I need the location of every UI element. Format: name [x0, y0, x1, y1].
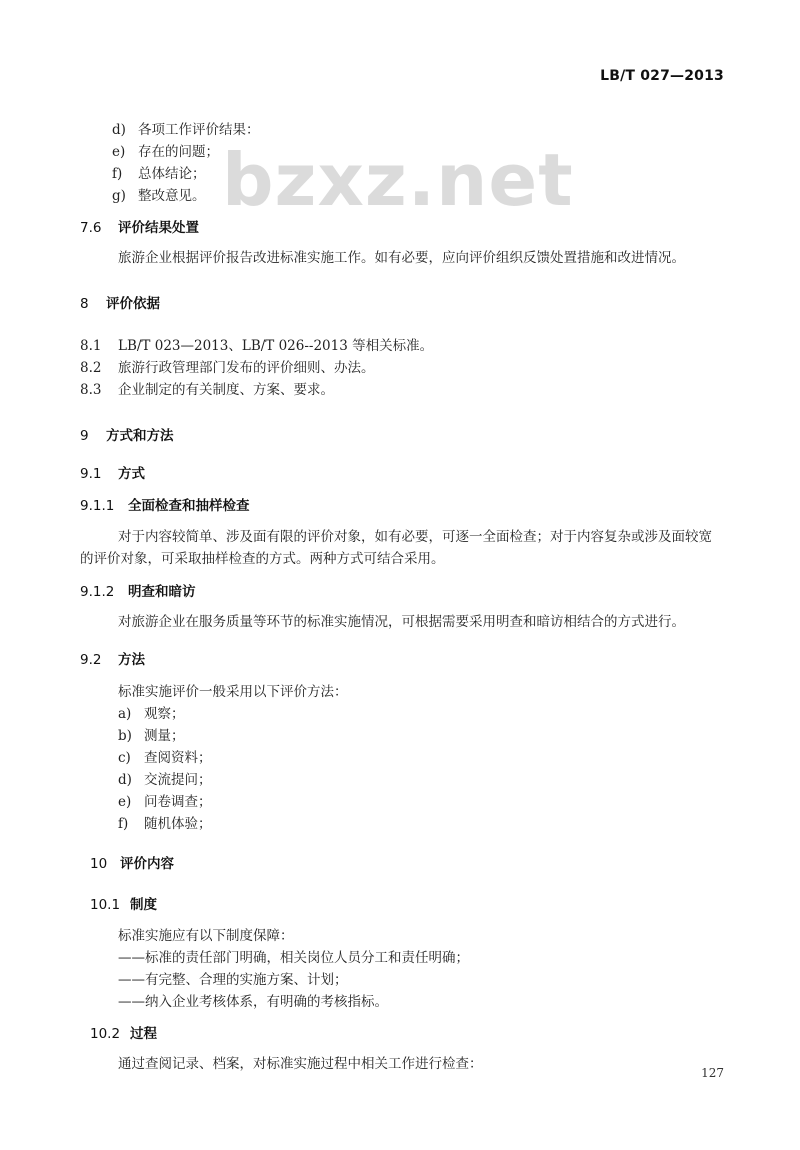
list-item — [112, 184, 206, 204]
paragraph: 通过查阅记录、档案，对标准实施过程中相关工作进行检查： — [118, 1056, 483, 1072]
clause-number: 8.2 — [80, 360, 102, 376]
clause — [80, 334, 433, 354]
list-item-text: 总体结论； — [138, 166, 206, 182]
section-number: 9.2 — [80, 652, 102, 668]
paragraph: 标准实施应有以下制度保障： — [118, 928, 294, 944]
section-title: 方式 — [118, 466, 145, 482]
list-item-text: 查阅资料； — [144, 750, 212, 766]
section-title: 评价依据 — [106, 296, 160, 312]
clause-text: LB/T 023—2013、LB/T 026--2013 等相关标准。 — [118, 338, 434, 354]
standard-code: LB/T 027—2013 — [600, 68, 724, 84]
list-item — [118, 768, 212, 788]
list-item-label: e) — [118, 794, 132, 810]
section-number: 9.1.1 — [80, 498, 115, 514]
list-item-label: f) — [112, 166, 123, 182]
list-item — [118, 702, 185, 722]
section-title: 制度 — [130, 897, 157, 913]
dash-item: ——有完整、合理的实施方案、计划； — [118, 972, 348, 988]
section-heading — [80, 494, 250, 514]
paragraph-line: 的评价对象，可采取抽样检查的方式。两种方式可结合采用。 — [80, 551, 445, 567]
section-number: 9 — [80, 428, 89, 444]
clause-number: 8.1 — [80, 338, 102, 354]
paragraph: 旅游企业根据评价报告改进标准实施工作。如有必要，应向评价组织反馈处置措施和改进情况。 — [118, 250, 685, 266]
section-title: 评价内容 — [120, 856, 174, 872]
section-heading — [90, 1022, 157, 1042]
list-item — [118, 812, 212, 832]
dash-item: ——标准的责任部门明确，相关岗位人员分工和责任明确； — [118, 950, 469, 966]
section-number: 10.1 — [90, 897, 121, 913]
section-title: 明查和暗访 — [128, 584, 196, 600]
list-item-text: 问卷调查； — [144, 794, 212, 810]
section-heading — [80, 648, 145, 668]
section-heading — [90, 893, 157, 913]
section-number: 7.6 — [80, 220, 102, 236]
list-item-label: f) — [118, 816, 129, 832]
section-number: 9.1.2 — [80, 584, 115, 600]
watermark: bzxz.net — [222, 138, 574, 222]
list-item — [112, 140, 219, 160]
list-item-text: 整改意见。 — [138, 188, 206, 204]
page-number: 127 — [701, 1066, 724, 1080]
list-item-label: g) — [112, 188, 126, 204]
paragraph-line: 对于内容较简单、涉及面有限的评价对象，如有必要，可逐一全面检查；对于内容复杂或涉及面较宽 — [118, 529, 712, 545]
list-item-label: b) — [118, 728, 132, 744]
section-heading — [80, 216, 199, 236]
list-item — [118, 746, 212, 766]
clause — [80, 378, 334, 398]
section-title: 评价结果处置 — [118, 220, 199, 236]
section-title: 过程 — [130, 1026, 157, 1042]
list-item-label: a) — [118, 706, 132, 722]
list-item-text: 各项工作评价结果： — [138, 122, 260, 138]
list-item-text: 交流提问； — [144, 772, 212, 788]
list-item-text: 测量； — [144, 728, 185, 744]
list-item-label: c) — [118, 750, 131, 766]
paragraph: 对旅游企业在服务质量等环节的标准实施情况，可根据需要采用明查和暗访相结合的方式进行。 — [118, 614, 685, 630]
section-heading — [80, 462, 145, 482]
clause-text: 旅游行政管理部门发布的评价细则、办法。 — [118, 360, 375, 376]
list-item-text: 观察； — [144, 706, 185, 722]
list-item-text: 存在的问题； — [138, 144, 219, 160]
list-item — [112, 118, 260, 138]
section-title: 全面检查和抽样检查 — [128, 498, 250, 514]
section-title: 方法 — [118, 652, 145, 668]
section-number: 10.2 — [90, 1026, 121, 1042]
list-item — [118, 790, 212, 810]
section-title: 方式和方法 — [106, 428, 174, 444]
section-number: 10 — [90, 856, 108, 872]
list-item — [118, 724, 185, 744]
section-heading — [90, 852, 174, 872]
section-number: 9.1 — [80, 466, 102, 482]
section-heading — [80, 424, 174, 444]
clause-number: 8.3 — [80, 382, 102, 398]
list-item-label: e) — [112, 144, 126, 160]
dash-item: ——纳入企业考核体系，有明确的考核指标。 — [118, 994, 388, 1010]
section-heading — [80, 292, 160, 312]
clause-text: 企业制定的有关制度、方案、要求。 — [118, 382, 334, 398]
clause — [80, 356, 375, 376]
list-item-label: d) — [118, 772, 132, 788]
list-item-label: d) — [112, 122, 126, 138]
paragraph: 标准实施评价一般采用以下评价方法： — [118, 684, 348, 700]
list-item — [112, 162, 206, 182]
section-number: 8 — [80, 296, 89, 312]
list-item-text: 随机体验； — [144, 816, 212, 832]
section-heading — [80, 580, 196, 600]
